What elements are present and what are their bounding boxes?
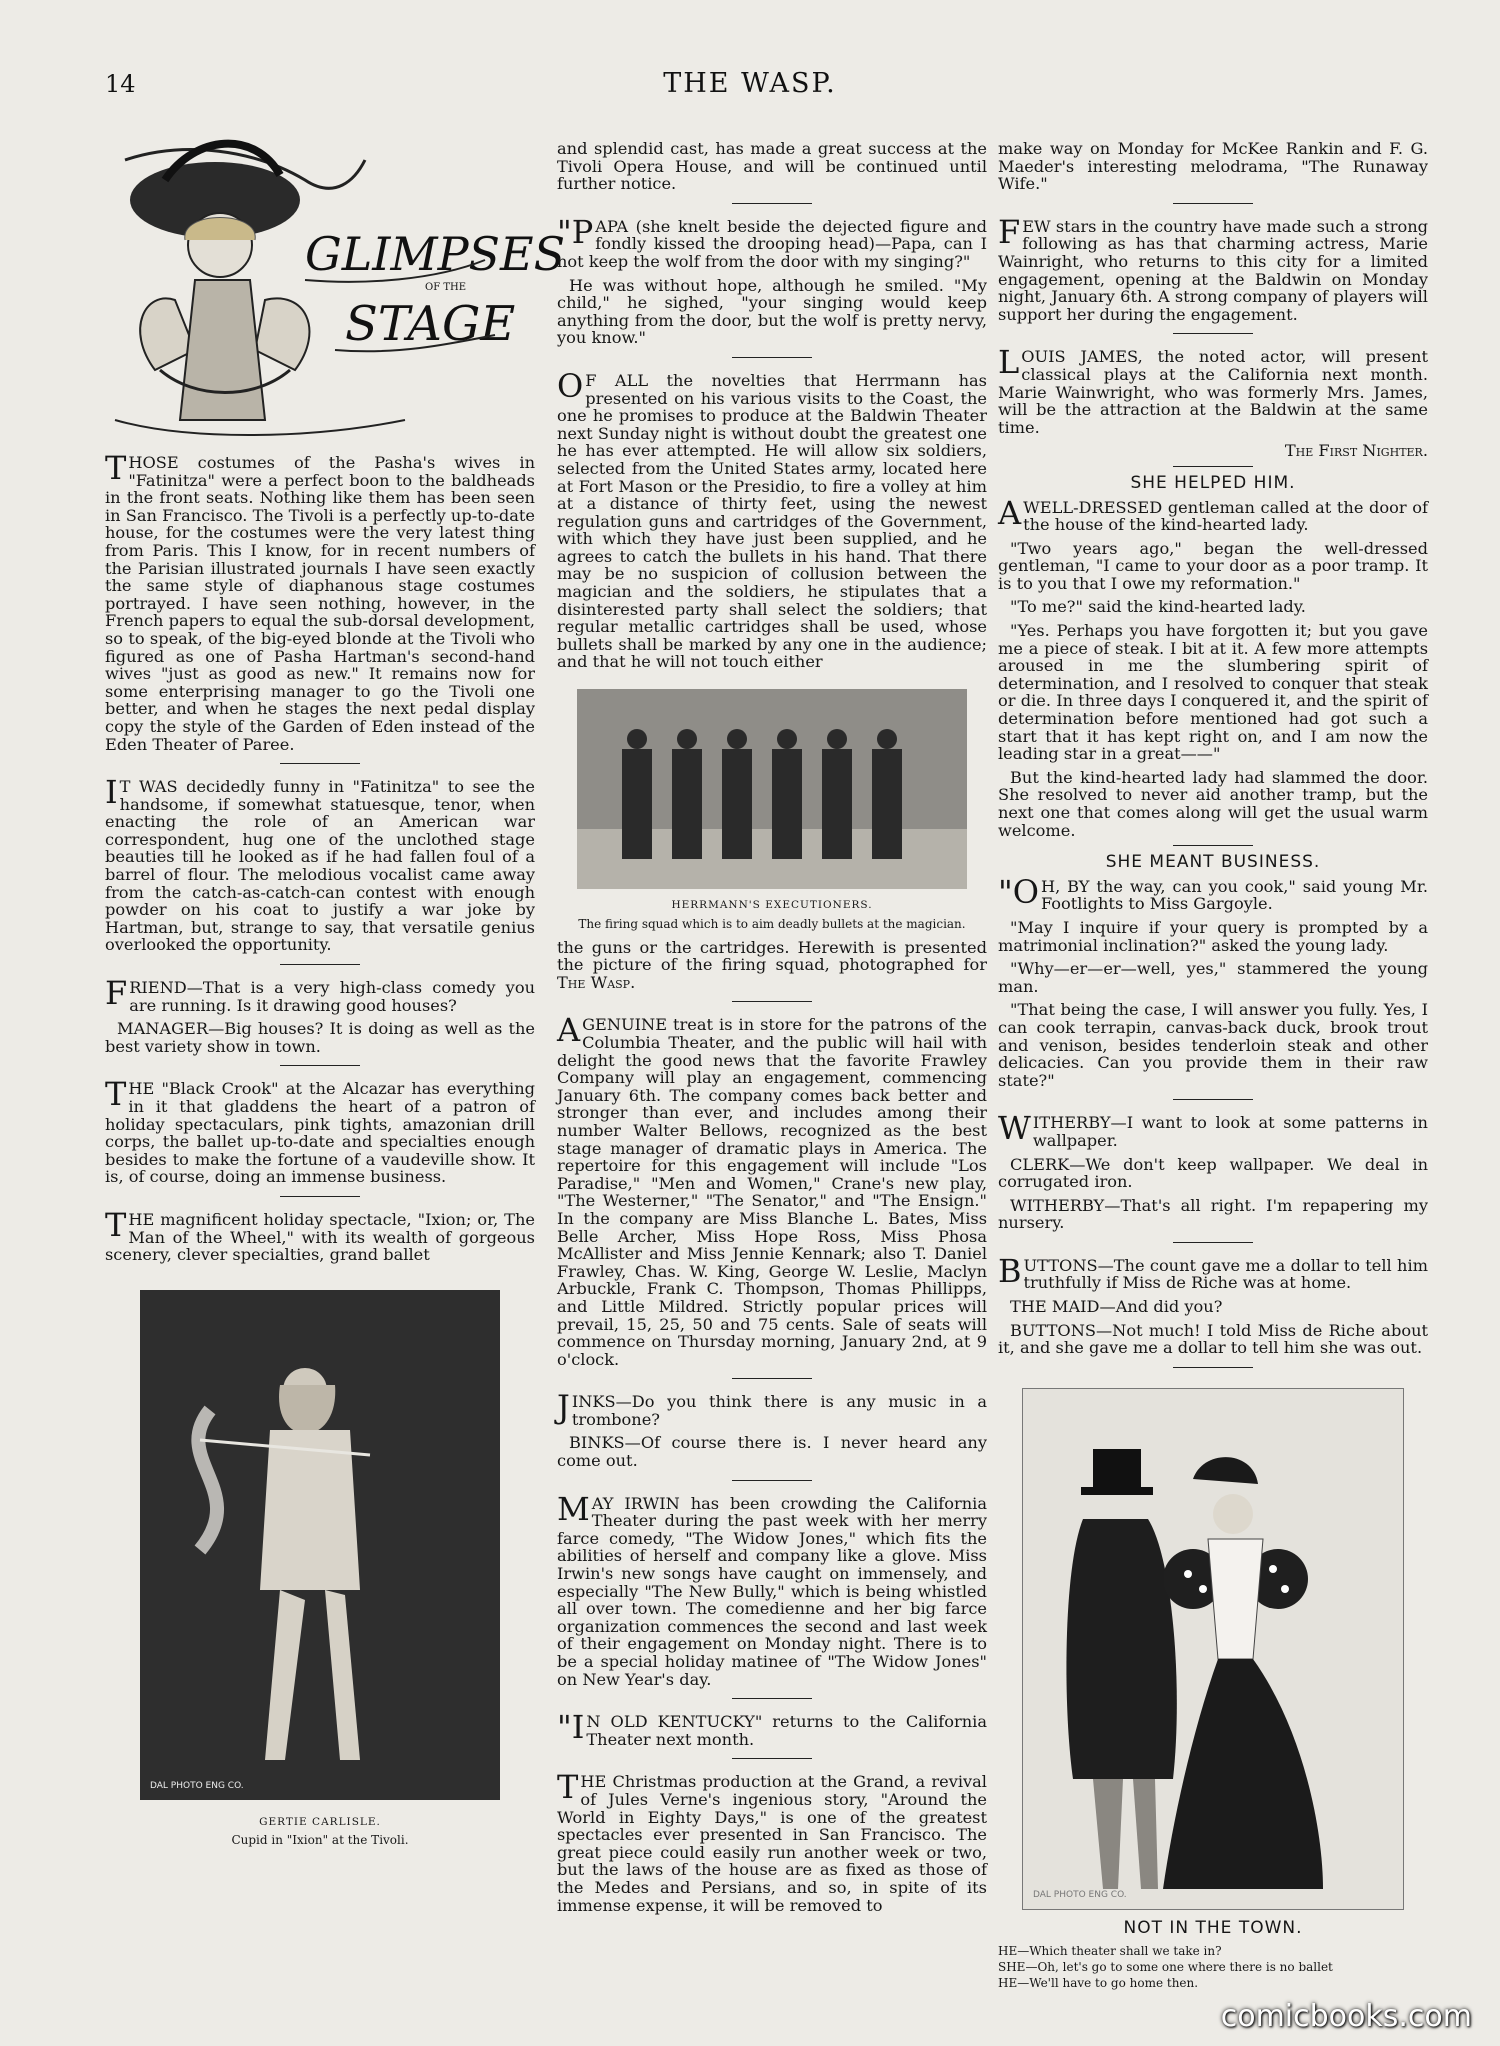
speaker-witherby: WITHERBY [1010, 1195, 1105, 1215]
logo-word-of-the: OF THE [425, 282, 467, 293]
joke-manager-line [105, 1020, 535, 1055]
joke-binks-line [557, 1434, 987, 1469]
photo-caption-title: HERRMANN'S EXECUTIONERS. [671, 899, 873, 912]
article-frawley-company: AGENUINE treat is in store for the patrons of the Columbia Theater, and the public will hail with delight the good news that the favorite Frawley Company will play an engagement, commencing January 6th. The company comes back better and stronger than ever, and includes among their number Walter Bellows, recognized as the best stage manager of dramatic plays in America. The repertoire for this engagement will include "Los Paradise," "Men and Women," Crane's new play, "The Westerner," "The Senator," and "The Ensign." In the company are Miss Blanche L. Bates, Miss Belle Archer, Miss Hope Ross, Miss Phosa McAllister and Miss Jennie Kennark; also T. Daniel Frawley, Chas. W. King, George W. Leslie, Maclyn Arbuckle, Frank C. Thompson, Thomas Phillipps, and Little Mildred. Strictly popular prices will prevail, 15, 25, 50 and 75 cents. Sale of seats will commence on Thursday morning, January 2nd, at 9 o'clock. [557, 1011, 987, 1369]
divider [1173, 1242, 1253, 1243]
illustration-couple [1022, 1388, 1404, 1910]
article-black-crook: THE "Black Crook" at the Alcazar has everything in it that gladdens the heart of a patron of holiday spectaculars, pink tights, amazonian drill corps, the ballet up-to-date and specialties enough besides to make the fortune of a vaudeville show. It is, of course, doing an immense business. [105, 1075, 535, 1187]
divider [732, 1001, 812, 1002]
divider [732, 1698, 812, 1699]
soldiers-icon [577, 689, 967, 889]
joke-wolf-line: He was without hope, although he smiled. "My child," he sighed, "your singing would keep anything from the door, but the wolf is pretty nervy, you know." [557, 275, 987, 348]
dialogue-line: HE—Which theater shall we take in? [998, 1944, 1222, 1959]
column-2 [557, 140, 987, 1920]
illustration-title: NOT IN THE TOWN. [1123, 1917, 1303, 1938]
joke-papa-line: "PAPA (she knelt beside the dejected figure and fondly kissed the drooping head)—Papa, can I not keep the wolf from the door with my singing?" [557, 212, 987, 271]
site-watermark: comicbooks.com [1220, 1999, 1472, 2034]
story-paragraph: "OH, BY the way, can you cook," said young Mr. Footlights to Miss Gargoyle. [998, 872, 1428, 914]
column-1 [105, 140, 566, 1855]
dialogue-line: HE—We'll have to go home then. [998, 1976, 1199, 1991]
divider [280, 1065, 360, 1066]
photo-caption: Cupid in "Ixion" at the Tivoli. [231, 1833, 409, 1848]
divider [1173, 466, 1253, 467]
divider [732, 1480, 812, 1481]
article-old-kentucky: "IN OLD KENTUCKY" returns to the California Theater next month. [557, 1708, 987, 1749]
article-fatinitza-tenor: IT WAS decidedly funny in "Fatinitza" to see the handsome, if somewhat statuesque, tenor, when enacting the role of an American war correspondent, hug one of the unclothed stage beauties till he looked as if he had fallen foul of a barrel of flour. The melodious vocalist came away from the catch-as-catch-can contest with enough powder on his coat to justify a war joke by Hartman, but, strange to say, that versatile genius overlooked the opportunity. [105, 773, 535, 955]
woman-illustration-icon [105, 140, 566, 440]
column-3 [998, 140, 1428, 1991]
article-herrmann-end [557, 939, 987, 992]
speaker-maid: THE MAID [1010, 1297, 1100, 1317]
article-grand-christmas: THE Christmas production at the Grand, a revival of Jules Verne's ingenious story, "Around the World in Eighty Days," is one of the greatest spectacles ever presented in San Francisco. The great piece could easily run another week or two, but the laws of the house are as fixed as those of the Medes and Persians, and so, in spite of its immense expense, it will be removed to [557, 1768, 987, 1915]
divider [732, 203, 812, 204]
divider [732, 1758, 812, 1759]
story-paragraph: "Why—er—er—well, yes," stammered the young man. [998, 959, 1428, 996]
byline-signature: The First Nighter. [1284, 441, 1428, 461]
page-number: 14 [105, 70, 136, 98]
buttons-reply: —Not much! I told Miss de Riche about it, and she gave me a dollar to tell him she was out. [998, 1320, 1428, 1358]
divider [280, 964, 360, 965]
story-paragraph: "To me?" said the kind-hearted lady. [1010, 597, 1306, 617]
divider [280, 763, 360, 764]
divider [1173, 845, 1253, 846]
speaker-buttons: BUTTONS [1010, 1320, 1096, 1340]
article-herrmann: OF ALL the novelties that Herrmann has presented on his various visits to the Coast, the one he promises to produce at the Baldwin Theater next Sunday night is without doubt the greatest one he has ever attempted. He will allow six soldiers, selected from the United States army, located here at Fort Mason or the Presidio, to fire a volley at him at a distance of thirty feet, using the newest regulation guns and cartridges of the Government, with which they have just been supplied, and he agrees to catch the bullets in his hand. That there may be no suspicion of collusion between the magician and the soldiers, he stipulates that a disinterested party shall select the soldiers; that regular metallic cartridges shall be used, whose bullets shall be marked by any one in the audience; and that he will not touch either [557, 366, 987, 672]
joke-friend-line: FRIEND—That is a very high-class comedy you are running. Is it drawing good houses? [105, 974, 535, 1015]
divider [732, 1378, 812, 1379]
witherby-reply: —That's all right. I'm repapering my nursery. [998, 1195, 1428, 1233]
article-may-irwin: MAY IRWIN has been crowding the California Theater during the past week with her merry farce comedy, "The Widow Jones," which fits the abilities of herself and company like a glove. Miss Irwin's new songs have caught on immensely, and especially "The New Bully," which is being whistled all over town. The comedienne and her big farce organization commences the second and last week of their engagement on Monday night. There is to be a special holiday matinee of "The Widow Jones" on New Year's day. [557, 1489, 987, 1689]
logo-word-glimpses: GLIMPSES [305, 227, 566, 281]
article-runaway-wife: make way on Monday for McKee Rankin and F. G. Maeder's interesting melodrama, "The Runaway Wife." [998, 139, 1428, 194]
story-paragraph: "Yes. Perhaps you have forgotten it; but you gave me a piece of steak. I bit at it. A few more attempts aroused in me the slumbering spirit of determination, and I resolved to conquer that steak or die. In three days I conquered it, and the spirit of determination before mentioned had got such a start that it has kept right on, and I am now the leading star in a great——" [998, 621, 1428, 764]
divider [280, 1196, 360, 1197]
joke-buttons-line: BUTTONS—The count gave me a dollar to tell him truthfully if Miss de Riche was at home. [998, 1251, 1428, 1293]
story-heading-she-meant-business: SHE MEANT BUSINESS. [1105, 852, 1321, 873]
divider [1173, 203, 1253, 204]
joke-clerk-line [998, 1156, 1428, 1191]
joke-buttons-reply [998, 1322, 1428, 1357]
divider [1173, 1099, 1253, 1100]
dialogue-line: SHE—Oh, let's go to some one where there is no ballet [998, 1960, 1333, 1975]
glimpses-of-the-stage-logo [105, 140, 566, 440]
story-paragraph: "That being the case, I will answer you fully. Yes, I can cook terrapin, canvas-back duck, brook trout and venison, besides tenderloin steak and other delicacies. Can you provide them in their raw state?" [998, 1000, 1428, 1090]
logo-word-stage: STAGE [345, 296, 516, 352]
joke-maid-line [998, 1298, 1428, 1316]
speaker-manager: MANAGER [117, 1019, 209, 1039]
photo-credit: DAL PHOTO ENG CO. [150, 1780, 244, 1791]
story-paragraph: But the kind-hearted lady had slammed the door. She resolved to never aid another tramp, but the next one that comes along will get the usual warm welcome. [998, 767, 1428, 840]
article-ixion-start: THE magnificent holiday spectacle, "Ixion; or, The Man of the Wheel," with its wealth of gorgeous scenery, clever specialties, grand ballet [105, 1205, 535, 1265]
herrmann-end-text: the guns or the cartridges. Herewith is presented the picture of the firing squad, photographed for [557, 937, 987, 975]
joke-jinks-line: JINKS—Do you think there is any music in a trombone? [557, 1388, 987, 1429]
article-pasha-costumes: THOSE costumes of the Pasha's wives in "Fatinitza" were a perfect boon to the baldheads in the front seats. Nothing like them has been seen in San Francisco. The Tivoli is a perfectly up-to-date house, for the costumes were the very latest thing from Paris. This I know, for in recent numbers of the Parisian illustrated journals I have seen exactly the same style of diaphanous stage costumes portrayed. I have seen nothing, however, in the French papers to equal the sub-dorsal development, so to speak, of the big-eyed blonde at the Tivoli who figured as one of Pasha Hartman's second-hand wives "just as good as new." It remains now for some enterprising manager to go the Tivoli one better, and when he stages the next pedal display copy the style of the Garden of Eden instead of the Eden Theater of Paree. [105, 449, 535, 754]
binks-reply: —Of course there is. I never heard any come out. [557, 1433, 987, 1471]
divider [1173, 1367, 1253, 1368]
photo-gertie-carlisle [140, 1290, 500, 1800]
joke-witherby-line: WITHERBY—I want to look at some patterns in wallpaper. [998, 1109, 1428, 1150]
publication-name: The Wasp. [557, 972, 636, 992]
story-paragraph: "Two years ago," began the well-dressed gentleman, "I came to your door as a poor tramp. It is to you that I owe my reformation." [998, 538, 1428, 593]
maid-reply: —And did you? [1099, 1297, 1223, 1317]
speaker-clerk: CLERK [1010, 1154, 1070, 1174]
couple-illustration-icon [1023, 1389, 1403, 1909]
cupid-figure-icon [140, 1290, 500, 1800]
photo-firing-squad [577, 689, 967, 889]
article-ixion-end: and splendid cast, has made a great success at the Tivoli Opera House, and will be continued until further notice. [557, 139, 987, 194]
story-heading-she-helped-him: SHE HELPED HIM. [1130, 472, 1296, 493]
photo-caption: The firing squad which is to aim deadly bullets at the magician. [578, 916, 966, 931]
article-marie-wainright: FEW stars in the country have made such a strong following as has that charming actress, Marie Wainright, who returns to this city for a limited engagement, opening at the Baldwin on Monday night, January 6th. A strong company of players will support her during the engagement. [998, 212, 1428, 324]
clerk-reply: —We don't keep wallpaper. We deal in corrugated iron. [998, 1154, 1428, 1192]
divider [732, 357, 812, 358]
illustration-dialogue [998, 1943, 1428, 1991]
story-paragraph: "May I inquire if your query is prompted by a matrimonial inclination?" asked the young lady. [998, 917, 1428, 955]
photo-caption-title: GERTIE CARLISLE. [259, 1815, 381, 1828]
joke-witherby-reply [998, 1197, 1428, 1232]
story-paragraph: AWELL-DRESSED gentleman called at the door of the house of the kind-hearted lady. [998, 493, 1428, 535]
divider [1173, 333, 1253, 334]
article-louis-james: LOUIS JAMES, the noted actor, will present classical plays at the California next month. Marie Wainwright, who was formerly Mrs. James, will be the attraction at the Baldwin at the same time. [998, 343, 1428, 437]
masthead: THE WASP. [663, 68, 837, 99]
illustration-credit: DAL PHOTO ENG CO. [1033, 1889, 1127, 1900]
manager-reply: —Big houses? It is doing as well as the best variety show in town. [105, 1019, 535, 1056]
speaker-binks: BINKS [569, 1433, 625, 1453]
